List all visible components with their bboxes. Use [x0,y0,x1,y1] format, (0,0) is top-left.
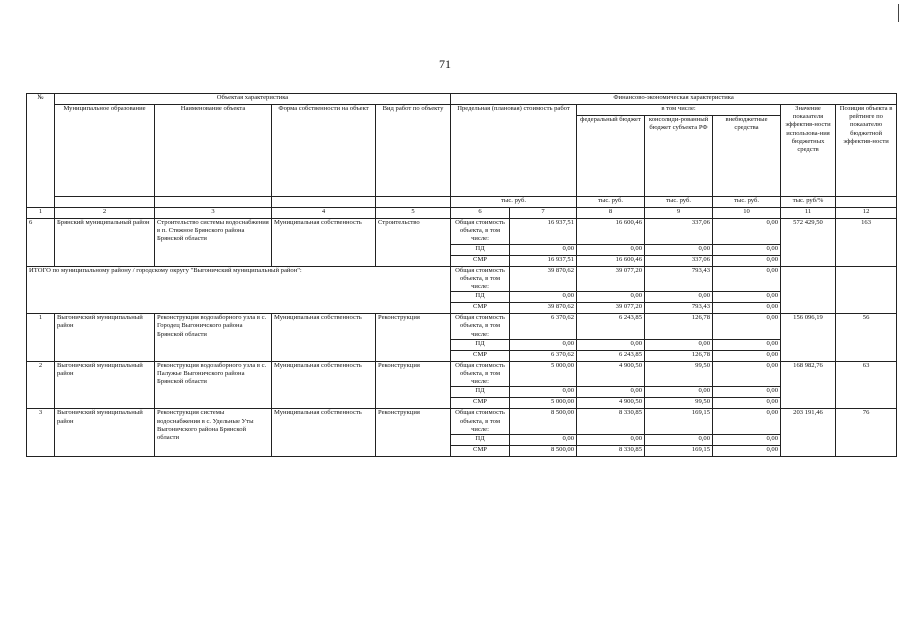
row-rating-position: 76 [836,409,897,457]
row-pd-consolidated: 0,00 [645,387,713,398]
row-number: 3 [27,409,55,457]
header-units-spacer [836,197,897,208]
column-number: 6 [451,208,510,219]
row-work-type: Строительство [376,219,451,267]
header-row-groups [27,94,897,105]
row-total-consolidated: 169,15 [645,409,713,435]
row-indicator-value: 168 982,76 [781,361,836,409]
row-total-label: Общая стоимость объекта, в том числе: [451,314,510,340]
row-indicator-value: 156 096,19 [781,314,836,362]
header-row-units [27,197,897,208]
district-pd-cost: 0,00 [510,292,577,303]
row-total-label: Общая стоимость объекта, в том числе: [451,409,510,435]
row-pd-cost: 0,00 [510,435,577,446]
row-total-consolidated: 126,78 [645,314,713,340]
row-total-cost: 5 000,00 [510,361,577,387]
row-work-type: Реконструкция [376,361,451,409]
row-pd-federal: 0,00 [577,387,645,398]
row-municipality: Выгоничский муниципальный район [55,314,155,362]
district-total-label [27,266,451,314]
district-pd-federal: 0,00 [577,292,645,303]
table-row [27,361,897,387]
row-pd-cost: 0,00 [510,339,577,350]
row-pd-extrabudget: 0,00 [713,435,781,446]
row-smr-extrabudget: 0,00 [713,350,781,361]
row-smr-federal: 8 330,85 [577,446,645,457]
row-ownership: Муниципальная собственность [272,219,376,267]
row-smr-cost: 6 370,62 [510,350,577,361]
header-including: в том числе: [577,105,781,116]
district-total-cost: 39 870,62 [510,266,577,292]
district-smr-consolidated: 793,43 [645,303,713,314]
row-smr-federal: 16 600,46 [577,255,645,266]
header-rating-position: Позиция объекта в рейтинге по показателю бюджетной эффектив-ности [836,105,897,197]
row-pd-federal: 0,00 [577,435,645,446]
row-pd-federal: 0,00 [577,339,645,350]
header-financial-characteristics: Финансово-экономическая характеристика [451,94,897,105]
header-extrabudget: внебюджетные средства [713,116,781,197]
district-total-extrabudget: 0,00 [713,266,781,292]
column-number: 4 [272,208,376,219]
district-pd-consolidated: 0,00 [645,292,713,303]
row-smr-cost: 5 000,00 [510,398,577,409]
row-smr-extrabudget: 0,00 [713,446,781,457]
row-smr-label: СМР [451,446,510,457]
row-total-federal: 8 330,85 [577,409,645,435]
header-no: № [27,94,55,208]
table-row [27,219,897,245]
row-pd-consolidated: 0,00 [645,339,713,350]
row-total-federal: 16 600,46 [577,219,645,245]
header-units-spacer [376,197,451,208]
district-pd-label: ПД [451,292,510,303]
row-total-federal: 4 900,50 [577,361,645,387]
header-object-characteristics: Объектая характеристика [55,94,451,105]
row-total-extrabudget: 0,00 [713,314,781,340]
row-number: 6 [27,219,55,267]
unit-extrabudget: тыс. руб. [713,197,781,208]
row-smr-extrabudget: 0,00 [713,255,781,266]
unit-consolidated: тыс. руб. [645,197,713,208]
header-work-type: Вид работ по объекту [376,105,451,197]
row-object-name: Реконструкция водозаборного узла в с. Городец Выгоничского района Брянской области [155,314,272,362]
column-number: 5 [376,208,451,219]
budget-efficiency-table [26,93,897,457]
row-pd-label: ПД [451,339,510,350]
row-object-name: Строительство системы водоснабжения в п. Стяжное Брянского района Брянской области [155,219,272,267]
row-pd-federal: 0,00 [577,244,645,255]
row-smr-label: СМР [451,350,510,361]
column-number: 1 [27,208,55,219]
header-row-main [27,105,897,116]
row-smr-cost: 8 500,00 [510,446,577,457]
district-smr-federal: 39 077,20 [577,303,645,314]
district-total-row [27,266,897,292]
row-total-extrabudget: 0,00 [713,219,781,245]
row-smr-extrabudget: 0,00 [713,398,781,409]
row-total-cost: 6 370,62 [510,314,577,340]
column-number: 10 [713,208,781,219]
header-units-spacer [272,197,376,208]
row-pd-extrabudget: 0,00 [713,387,781,398]
row-pd-extrabudget: 0,00 [713,244,781,255]
row-pd-label: ПД [451,244,510,255]
district-total-rating [836,266,897,314]
row-work-type: Реконструкция [376,409,451,457]
column-number: 3 [155,208,272,219]
row-municipality: Выгоничский муниципальный район [55,361,155,409]
unit-indicator: тыс. руб/% [781,197,836,208]
column-number: 9 [645,208,713,219]
column-number: 2 [55,208,155,219]
row-smr-consolidated: 99,50 [645,398,713,409]
row-ownership: Муниципальная собственность [272,314,376,362]
row-total-label: Общая стоимость объекта, в том числе: [451,361,510,387]
header-units-spacer [55,197,155,208]
row-pd-label: ПД [451,387,510,398]
row-rating-position: 163 [836,219,897,267]
header-consolidated: консолиди-рованный бюджет субъекта РФ [645,116,713,197]
district-total-text: ИТОГО по муниципальному району / городскому округу "Выгоничский муниципальный район": [29,266,302,274]
row-smr-consolidated: 169,15 [645,446,713,457]
row-total-cost: 8 500,00 [510,409,577,435]
row-total-federal: 6 243,85 [577,314,645,340]
row-municipality: Выгоничский муниципальный район [55,409,155,457]
row-object-name: Реконструкция водозаборного узла в с. Палужье Выгоничского района Брянской области [155,361,272,409]
header-units-spacer [155,197,272,208]
header-object-name: Наименование объекта [155,105,272,197]
column-number: 11 [781,208,836,219]
column-number: 12 [836,208,897,219]
row-total-label: Общая стоимость объекта, в том числе: [451,219,510,245]
row-pd-consolidated: 0,00 [645,435,713,446]
header-federal: федеральный бюджет [577,116,645,197]
header-planned-cost: Предельная (плановая) стоимость работ [451,105,577,197]
row-total-consolidated: 99,50 [645,361,713,387]
district-smr-cost: 39 870,62 [510,303,577,314]
row-ownership: Муниципальная собственность [272,409,376,457]
row-work-type: Реконструкция [376,314,451,362]
row-pd-label: ПД [451,435,510,446]
row-pd-extrabudget: 0,00 [713,339,781,350]
row-indicator-value: 203 191,46 [781,409,836,457]
district-total-federal: 39 077,20 [577,266,645,292]
row-number: 2 [27,361,55,409]
scan-edge-mark [898,4,899,22]
unit-federal: тыс. руб. [577,197,645,208]
row-total-consolidated: 337,06 [645,219,713,245]
district-pd-extrabudget: 0,00 [713,292,781,303]
row-total-extrabudget: 0,00 [713,409,781,435]
row-smr-cost: 16 937,51 [510,255,577,266]
row-smr-federal: 6 243,85 [577,350,645,361]
total-cost-label: Общая стоимость объекта, в том числе: [451,266,510,292]
row-number: 1 [27,314,55,362]
column-number-row [27,208,897,219]
column-number: 8 [577,208,645,219]
column-number: 7 [510,208,577,219]
page-number: 71 [439,57,451,71]
row-smr-label: СМР [451,255,510,266]
header-ownership: Форма собственности на объект [272,105,376,197]
row-total-extrabudget: 0,00 [713,361,781,387]
row-pd-consolidated: 0,00 [645,244,713,255]
header-indicator-value: Значение показателя эффектив-ности использова-ния бюджетных средств [781,105,836,197]
table-row [27,409,897,435]
row-smr-consolidated: 126,78 [645,350,713,361]
row-smr-label: СМР [451,398,510,409]
row-smr-federal: 4 900,50 [577,398,645,409]
row-pd-cost: 0,00 [510,387,577,398]
row-ownership: Муниципальная собственность [272,361,376,409]
row-municipality: Брянский муниципальный район [55,219,155,267]
header-municipality: Муниципальное образование [55,105,155,197]
district-smr-extrabudget: 0,00 [713,303,781,314]
row-object-name: Реконструкция системы водоснабжения в с. Удельные Уты Выгоничского района Брянской области [155,409,272,457]
row-pd-cost: 0,00 [510,244,577,255]
district-total-indicator [781,266,836,314]
row-indicator-value: 572 429,50 [781,219,836,267]
row-total-cost: 16 937,51 [510,219,577,245]
table-row [27,314,897,340]
district-smr-label: СМР [451,303,510,314]
row-rating-position: 63 [836,361,897,409]
district-total-consolidated: 793,43 [645,266,713,292]
row-rating-position: 56 [836,314,897,362]
row-smr-consolidated: 337,06 [645,255,713,266]
unit-planned: тыс. руб. [451,197,577,208]
